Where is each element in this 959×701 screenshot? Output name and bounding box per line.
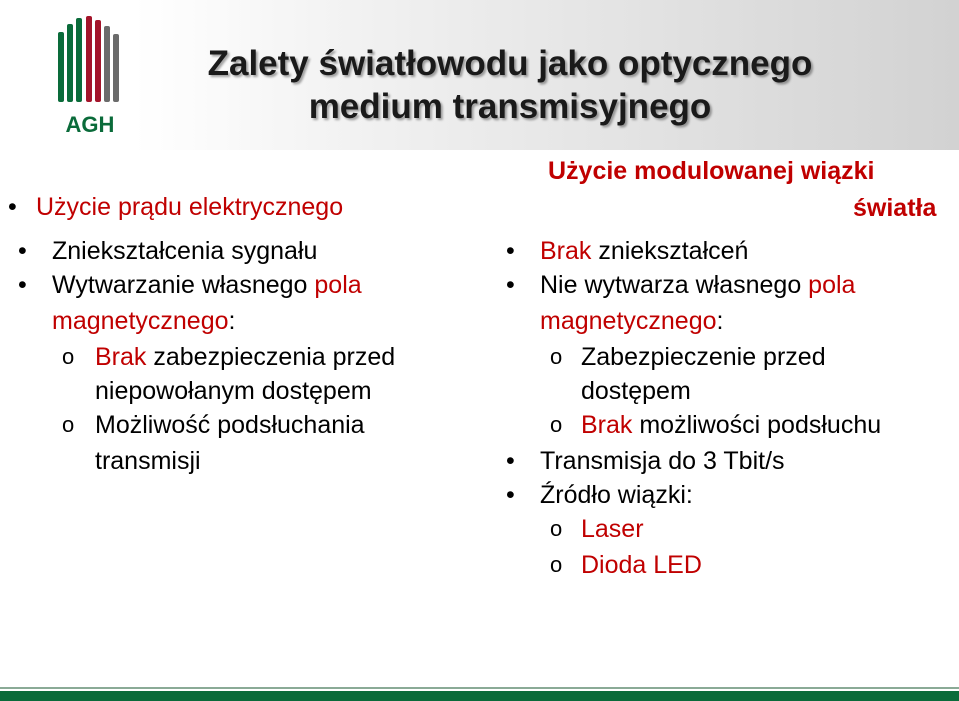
agh-logo (50, 12, 130, 136)
circle-bullet: o (550, 516, 563, 541)
circle-bullet: o (62, 412, 75, 437)
right-item-4: Źródło wiązki: (540, 481, 693, 509)
right-heading-1: Użycie modulowanej wiązki (548, 157, 875, 185)
bullet-dot: • (8, 193, 17, 221)
left-heading: Użycie prądu elektrycznego (36, 193, 344, 221)
right-heading-2: światła (853, 194, 937, 222)
agh-logo-text: AGH (65, 112, 115, 136)
right-sub-1-cont: dostępem (581, 377, 691, 405)
right-item-3: Transmisja do 3 Tbit/s (540, 447, 785, 475)
left-sub-1-cont: niepowołanym dostępem (95, 377, 372, 405)
circle-bullet: o (62, 344, 75, 369)
title-line-1: Zalety światłowodu jako optycznego (207, 44, 813, 83)
bullet-dot: • (18, 237, 27, 265)
right-item-2: Nie wytwarza własnego pola (540, 271, 856, 299)
circle-bullet: o (550, 552, 563, 577)
right-sub-2: Brak możliwości podsłuchu (581, 411, 882, 439)
right-sub-3: Laser (581, 515, 644, 543)
left-item-1: Zniekształcenia sygnału (52, 237, 318, 265)
right-item-1: Brak zniekształceń (540, 237, 749, 265)
circle-bullet: o (550, 344, 563, 369)
circle-bullet: o (550, 412, 563, 437)
left-item-2-cont: magnetycznego: (52, 307, 236, 335)
left-sub-1: Brak zabezpieczenia przed (95, 343, 396, 371)
title-line-2: medium transmisyjnego (308, 87, 712, 126)
bullet-dot: • (18, 271, 27, 299)
footer-bar (0, 691, 959, 701)
footer-line (0, 687, 959, 689)
right-item-2-cont: magnetycznego: (540, 307, 724, 335)
right-sub-4: Dioda LED (581, 551, 702, 579)
right-sub-1: Zabezpieczenie przed (581, 343, 826, 371)
page-title (140, 42, 880, 128)
bullet-dot: • (506, 271, 515, 299)
left-sub-2-cont: transmisji (95, 447, 201, 475)
bullet-dot: • (506, 447, 515, 475)
left-item-2: Wytwarzanie własnego pola (52, 271, 362, 299)
bullet-dot: • (506, 481, 515, 509)
left-sub-2: Możliwość podsłuchania (95, 411, 365, 439)
bullet-dot: • (506, 237, 515, 265)
